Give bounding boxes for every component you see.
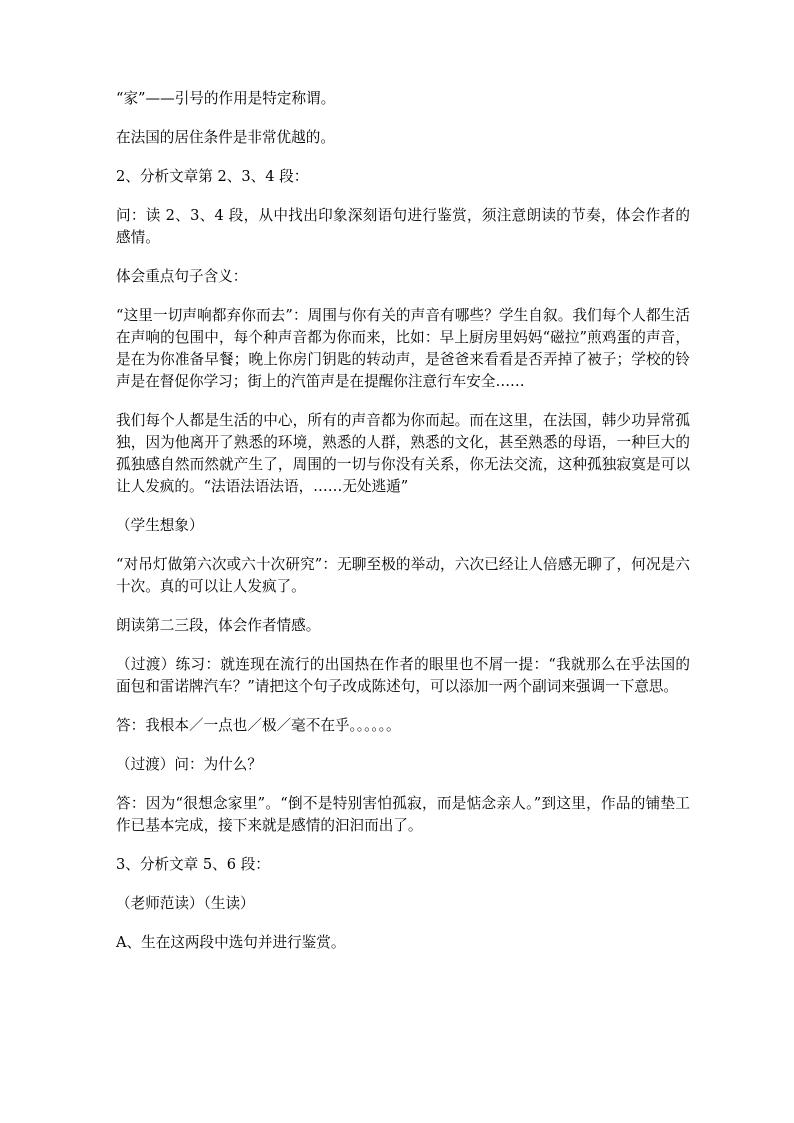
paragraph-chandelier: “对吊灯做第六次或六十次研究”：无聊至极的举动，六次已经让人倍感无聊了，何况是六十次。真的可以让人发疯了。	[116, 556, 690, 595]
paragraph-living-conditions: 在法国的居住条件是非常优越的。	[116, 129, 335, 146]
paragraph-quote-meaning: “家”——引号的作用是特定称谓。	[116, 90, 336, 107]
section-heading-3: 3、分析文章 5、6 段：	[116, 856, 270, 873]
paragraph-question-read: 问：读 2、3、4 段，从中找出印象深刻语句进行鉴赏，须注意朗读的节奏，体会作者的感情。	[116, 207, 690, 246]
paragraph-loneliness: 我们每个人都是生活的中心，所有的声音都为你而起。而在这里，在法国，韩少功异常孤独，因为他离开了熟悉的环境，熟悉的人群，熟悉的文化，甚至熟悉的母语，一种巨大的孤独感自然而然就产生了，周围的一切与你没有关系，你无法交流，这种孤独寂寞是可以让人发疯的。“法语法语法语，……无处逃遁”	[116, 412, 690, 495]
paragraph-task-a: A、生在这两段中选句并进行鉴赏。	[116, 934, 346, 951]
paragraph-answer-2: 答：因为“很想念家里”。“倒不是特别害怕孤寂，而是惦念亲人。”到这里，作品的铺垫工作已基本完成，接下来就是感情的汩汩而出了。	[116, 795, 690, 834]
paragraph-answer-1: 答：我根本／一点也／极／毫不在乎。。。。。。	[116, 717, 401, 734]
paragraph-transition-exercise: （过渡）练习：就连现在流行的出国热在作者的眼里也不屑一提：“我就那么在乎法国的面包和雷诺牌汽车？”请把这个句子改成陈述句，可以添加一两个副词来强调一下意思。	[116, 656, 690, 695]
paragraph-teacher-reading: （老师范读）（生读）	[116, 895, 255, 912]
paragraph-sounds-analysis: “这里一切声响都弃你而去”：周围与你有关的声音有哪些？学生自叙。我们每个人都生活在声响的包围中，每个种声音都为你而来，比如：早上厨房里妈妈“磁拉”煎鸡蛋的声音，是在为你准备早餐；晚上你房门钥匙的转动声，是爸爸来看看是否弄掉了被子；学校的铃声是在督促你学习；街上的汽笛声是在提醒你注意行车安全……	[116, 307, 690, 390]
document-page	[116, 88, 690, 971]
paragraph-student-imagine: （学生想象）	[116, 517, 204, 534]
paragraph-read-aloud: 朗读第二三段，体会作者情感。	[116, 617, 321, 634]
section-heading-2: 2、分析文章第 2、3、4 段：	[116, 168, 309, 185]
paragraph-key-sentences: 体会重点句子含义：	[116, 268, 248, 285]
paragraph-transition-why: （过渡）问：为什么？	[116, 756, 262, 773]
